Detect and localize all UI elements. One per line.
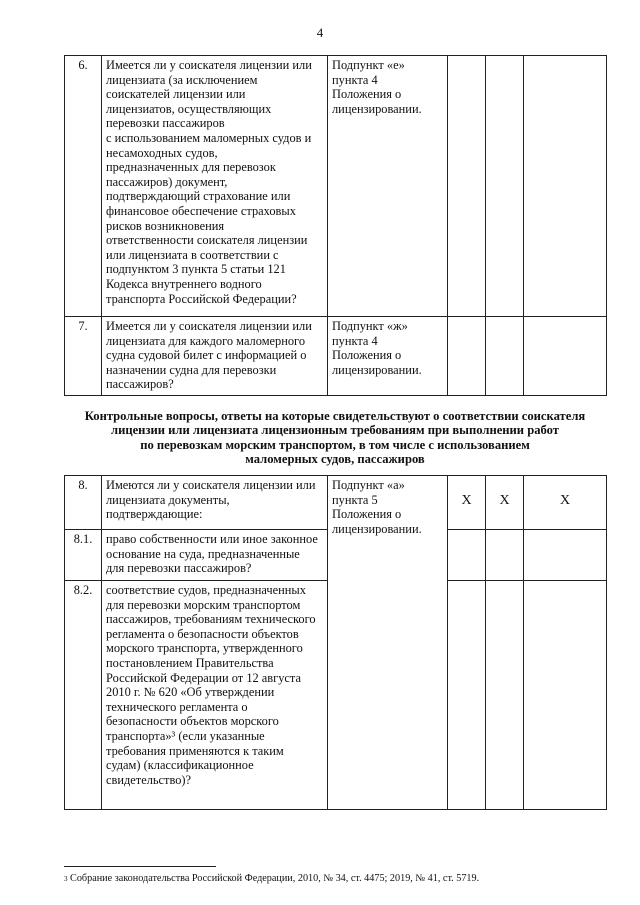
footnote-marker: 3 xyxy=(64,875,68,883)
answer-yes-mark: Х xyxy=(448,476,486,530)
answer-na-cell[interactable] xyxy=(524,56,607,317)
answer-na-mark: Х xyxy=(524,476,607,530)
answer-no-cell[interactable] xyxy=(486,530,524,581)
answer-no-cell[interactable] xyxy=(486,581,524,810)
legal-reference: Подпункт «ж» пункта 4 Положения о лицензировании. xyxy=(328,317,448,396)
row-number: 8.1. xyxy=(65,530,102,581)
footnote xyxy=(64,873,604,885)
table-row xyxy=(65,317,607,396)
question-text: соответствие судов, предназначенных для перевозки морским транспортом пассажиров, требованиям технического регламента о безопасности объектов морского транспорта, утвержденного постановлением Правительства Российской Федерации от 12 августа 2010 г. № 620 «Об утверждении технического регламента о безопасности объектов морского транспорта»³ (если указанные требования применяются к таким судам) (классификационное свидетельство)? xyxy=(102,581,328,810)
answer-yes-cell[interactable] xyxy=(448,56,486,317)
answer-no-cell[interactable] xyxy=(486,56,524,317)
question-text: право собственности или иное законное основание на суда, предназначенные для перевозки пассажиров? xyxy=(102,530,328,581)
table-row xyxy=(65,476,607,530)
answer-yes-cell[interactable] xyxy=(448,317,486,396)
checklist-table-bottom xyxy=(64,475,607,810)
row-number: 6. xyxy=(65,56,102,317)
legal-reference: Подпункт «а» пункта 5 Положения о лицензировании. xyxy=(328,476,448,810)
answer-yes-cell[interactable] xyxy=(448,581,486,810)
answer-na-cell[interactable] xyxy=(524,581,607,810)
legal-reference: Подпункт «е» пункта 4 Положения о лицензировании. xyxy=(328,56,448,317)
row-number: 7. xyxy=(65,317,102,396)
question-text: Имеются ли у соискателя лицензии или лицензиата документы, подтверждающие: xyxy=(102,476,328,530)
question-text: Имеется ли у соискателя лицензии или лицензиата для каждого маломерного судна судовой билет с информацией о назначении судна для перевозки пассажиров? xyxy=(102,317,328,396)
row-number: 8.2. xyxy=(65,581,102,810)
question-text: Имеется ли у соискателя лицензии или лицензиата (за исключением соискателей лицензии или лицензиатов, осуществляющих перевозки пассажиров с использованием маломерных судов и несамоходных судов, предназначенных для перевозок пассажиров) документ, подтверждающий страхование или финансовое обеспечение страховых рисков возникновения ответственности соискателя лицензии или лицензиата в соответствии с подпунктом 3 пункта 5 статьи 121 Кодекса внутреннего водного транспорта Российской Федерации? xyxy=(102,56,328,317)
section-heading: Контрольные вопросы, ответы на которые свидетельствуют о соответствии соискателя лицензии или лицензиата лицензионным требованиям при выполнении работ по перевозкам морским транспортом, в том числе с использованием маломерных судов, пассажиров xyxy=(84,409,586,467)
answer-no-mark: Х xyxy=(486,476,524,530)
footnote-divider xyxy=(64,866,216,867)
row-number: 8. xyxy=(65,476,102,530)
footnote-text: Собрание законодательства Российской Федерации, 2010, № 34, ст. 4475; 2019, № 41, ст. 5719. xyxy=(67,873,480,884)
table-row xyxy=(65,56,607,317)
checklist-table-top xyxy=(64,55,607,396)
answer-no-cell[interactable] xyxy=(486,317,524,396)
answer-yes-cell[interactable] xyxy=(448,530,486,581)
answer-na-cell[interactable] xyxy=(524,317,607,396)
page-number: 4 xyxy=(316,25,324,40)
answer-na-cell[interactable] xyxy=(524,530,607,581)
